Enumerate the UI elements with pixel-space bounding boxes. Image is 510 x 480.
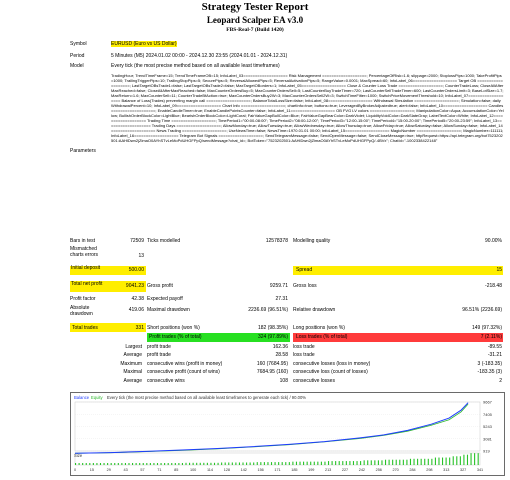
avg-wins-label: consecutive wins <box>147 378 185 384</box>
size-bar <box>89 463 90 465</box>
mismatched-value: 13 <box>138 253 144 259</box>
balance-chart-svg <box>71 393 504 475</box>
x-tick-label: 284 <box>409 468 416 472</box>
symbol-label: Symbol <box>70 41 87 47</box>
size-bar <box>399 460 400 465</box>
size-bar <box>168 463 169 465</box>
x-tick-label: 57 <box>140 468 145 472</box>
size-bar <box>232 462 233 465</box>
size-bar <box>207 463 208 465</box>
size-bar <box>111 463 112 465</box>
average-loss-value: -31.21 <box>487 352 502 358</box>
size-bar <box>342 461 343 465</box>
spread-value: 15 <box>496 267 502 273</box>
maximal-loss-value: -183.35 (3) <box>477 369 502 375</box>
size-bar <box>86 463 87 465</box>
maxdd-label: Maximal drawdown <box>147 307 190 313</box>
size-bar <box>178 463 179 465</box>
quality-value: 90.00% <box>485 238 502 244</box>
x-tick-label: 341 <box>476 468 484 472</box>
size-bar <box>264 462 265 465</box>
symbol-value: EURUSD (Euro vs US Dollar) <box>111 41 177 47</box>
bars-value: 72509 <box>130 238 144 244</box>
size-bar <box>385 460 386 465</box>
x-tick-label: 185 <box>291 468 298 472</box>
size-bar <box>260 462 261 465</box>
size-bar <box>175 463 176 465</box>
maximal-profit-value: 7684.95 (160) <box>256 369 288 375</box>
size-bar <box>406 460 407 465</box>
parameters-text: TradingHour; TrendTimeFrame=15; TrendTimeFrameOB=15; InfoLabel_03=================== Risk Management ===================; PercentageOfRisk=1.6; slippage=2000; StoplossPips=1000; TakeProfitPips=1000; TrailingTriggerPips=10; TrailingStopPips=5; SecurePips=5; ReversalAllowedPips=5; ReversalActivationPips=5; RangeValue=0.0001; MaxSpread=60; InfoLabel_06=================== Target OB ===================; LastTargetOBsTrade1=false; LastTargetOBsTrade2=false; MaxTargetOBorders=1; InfoLabel_05=================== Close & Counter Loss Trade ===================; CounterTradeLoss; CloseAllAfterMaxReached=false; CloseAllAfterMaxReached=false; MaxCounterOrdersBuy=5; MaxCounterOrdersSell=5; LastCounterBuyTradeTimer=720; LastCounterSellTradeTimer=600; LastCounterOrdersLimit=3; BaseLotSize=1.7; MaxReturn=1.6; MaxCounterSell=11; CounterTradeBfAction=true; MaxCounterOrdersBuy2W=3; MaxCounterOrdersSell2W=3; SwitchTimeFilter=1000; SwitchPriceMovementThreshold=10; InfoLabel_07=================== Balance of Loss(Trades) preventing margin call ===================; BalanceTotalLossSize=false; InfoLabel_08=================== Withdrawal Simulation ===================; Simulation=false; dailyWithdrawalPercent=10; InfoLabel_09=================== Chart Info ===================; chartInfo=true; buttons=true; LeveragedByBrokerAdjustedtrue; alert=false; InfoLabel_10=================== Candles ===================; EnableCandleTimer=true; EnableCandlePointsCounter=false; InfoLabel_11=================== OB FVG LV colors ===================; ManipulationColor=Aqua; AccumulationColor=Yellow; BullishOrderBlockColor=LightBlue; BearishOrderBlockColor=LightCoral; FairValueGapBullColor=Blue; FairValueGapBearColor=DarkViolet; LiquidityVoidColor=DarkSlateGray; LabelTextColor=White; InfoLabel_12=================== Trading Time ===================; TimePeriod1="00:00-08:00"; TimePeriod2="08:00-12:00"; TimePeriod3="12:00-15:00"; TimePeriod4="15:00-20:00"; TimePeriod5="20:00-23:59"; InfoLabel_13=================== Trading Days ===================; AllowMonday=true; AllowTuesday=true; AllowWednesday=true; AllowThursday=true; AllowFriday=true; AllowSaturday=false; AllowSunday=false; InfoLabel_14=================== News Trading ===================; UseNewsTime=false; NewsTime=1970.01.01 00:00; InfoLabel_15=================== MagicNumber ===================; MagicNumber=111111; InfoLabel_16=================== Telegram Bot Signals ===================; SendTelegramMessage=false; SendOpenMessage=false; SendCloseMessage=true; httpRequest=https://api.telegram.org/bot7523202501:AAHlDwn2jZimaO0AYhSTvLeMoPdUHGFPpQ/sendMessage?chat_id=; BotToken="7523202501:AAHlDwn2jZimaO0AYhSTvLeMoPdUHGFPpQ/-4BVx"; ChatId="-1002338422148" <box>111 73 504 143</box>
x-tick-label: 213 <box>324 468 332 472</box>
largest-label: Largest <box>125 344 142 350</box>
size-bar <box>449 458 450 465</box>
x-tick-label: 327 <box>459 468 467 472</box>
report-title: Strategy Tester Report <box>201 1 309 13</box>
size-bar <box>250 462 251 465</box>
size-bar <box>242 462 243 465</box>
model-label: Model <box>70 63 84 69</box>
x-tick-label: 0 <box>73 468 77 472</box>
size-bar <box>96 463 97 465</box>
size-bar <box>146 463 147 465</box>
size-bar <box>104 463 105 465</box>
grossloss-label: Gross loss <box>293 283 317 289</box>
balance-chart <box>70 392 505 476</box>
grossprofit-value: 9259.71 <box>269 283 288 289</box>
payoff-value: 27.31 <box>275 296 288 302</box>
size-bar <box>118 463 119 465</box>
size-bar <box>307 462 308 465</box>
maximal-loss-label: consecutive loss (count of losses) <box>293 369 368 375</box>
maxdd-value: 2236.69 (96.51%) <box>248 307 288 313</box>
size-bar <box>136 463 137 465</box>
pf-label: Profit factor <box>70 296 96 302</box>
size-bar <box>438 458 439 465</box>
period-label: Period <box>70 53 85 59</box>
size-bar <box>185 463 186 465</box>
legend-balance: Balance <box>74 395 90 400</box>
avg-wins-value: 108 <box>279 378 288 384</box>
size-bar <box>371 460 372 465</box>
size-bar <box>203 463 204 465</box>
absdd-value: 419.06 <box>128 307 144 313</box>
deposit-value: 500.00 <box>128 267 144 273</box>
max-losses-value: 3 (-183.35) <box>477 361 502 367</box>
size-bar <box>253 462 254 465</box>
y-tick-label: 919 <box>483 448 490 454</box>
maximum-label: Maximum <box>120 361 142 367</box>
size-bar <box>275 462 276 465</box>
grossloss-value: -218.48 <box>485 283 502 289</box>
x-tick-label: 29 <box>106 468 111 472</box>
size-bar <box>381 460 382 465</box>
server-build: FBS-Real-7 (Build 1420) <box>226 27 284 33</box>
size-bar <box>128 463 129 465</box>
x-tick-label: 227 <box>341 468 349 472</box>
size-bar <box>460 456 461 465</box>
ea-name: Leopard Scalper EA v3.0 <box>206 15 304 25</box>
size-bar <box>100 463 101 465</box>
x-tick-label: 171 <box>274 468 281 472</box>
y-tick-label: 5243 <box>483 424 492 429</box>
bars-label: Bars in test <box>70 238 96 244</box>
size-bar <box>278 462 279 465</box>
largest-loss-value: -89.55 <box>487 344 502 350</box>
size-bar <box>200 463 201 465</box>
size-bar <box>335 461 336 465</box>
size-bar <box>239 462 240 465</box>
x-tick-label: 256 <box>375 468 382 472</box>
size-bar <box>328 461 329 465</box>
size-bar <box>413 459 414 465</box>
size-bar <box>332 461 333 465</box>
x-tick-label: 100 <box>189 468 197 472</box>
size-bar <box>161 463 162 465</box>
ticks-value: 12578378 <box>265 238 288 244</box>
x-tick-label: 298 <box>426 468 433 472</box>
size-bar <box>442 458 443 465</box>
size-bar <box>121 463 122 465</box>
x-tick-label: 128 <box>223 468 231 472</box>
max-wins-value: 160 (7684.95) <box>256 361 288 367</box>
size-bar <box>410 459 411 465</box>
average-label: Average <box>123 352 142 358</box>
largest-profit-label: profit trade <box>147 344 171 350</box>
period-value: 5 Minutes (M5) 2024.01.02 00:00 - 2024.12.30 23:55 (2024.01.01 - 2024.12.31) <box>111 53 288 59</box>
size-bar <box>271 462 272 465</box>
size-bar <box>314 462 315 465</box>
avg-losses-value: 2 <box>499 378 502 384</box>
size-bar <box>218 463 219 465</box>
size-bar <box>246 462 247 465</box>
grossprofit-label: Gross profit <box>147 283 173 289</box>
size-bar <box>403 460 404 465</box>
size-bar <box>143 463 144 465</box>
trades-value: 331 <box>135 325 144 331</box>
size-bar <box>82 463 83 465</box>
largest-profit-value: 162.36 <box>272 344 288 350</box>
average-profit-label: profit trade <box>147 352 171 358</box>
x-tick-label: 270 <box>392 468 399 472</box>
spread-label: Spread <box>296 267 313 273</box>
x-tick-label: 85 <box>174 468 179 472</box>
max-losses-label: consecutive losses (loss in money) <box>293 361 371 367</box>
parameters-label: Parameters <box>70 148 96 154</box>
size-bar <box>214 463 215 465</box>
size-bar <box>225 462 226 465</box>
size-bar <box>478 453 479 465</box>
size-bar <box>285 462 286 465</box>
trades-label: Total trades <box>72 325 98 331</box>
size-bar <box>75 463 76 465</box>
short-label: Short positions (won %) <box>147 325 200 331</box>
size-bar <box>470 453 471 465</box>
size-bar <box>324 462 325 465</box>
size-bar <box>446 458 447 465</box>
legend-size: Size <box>74 453 83 458</box>
size-bar <box>364 460 365 465</box>
size-bar <box>157 463 158 465</box>
size-bar <box>421 459 422 465</box>
size-bar <box>392 460 393 465</box>
size-bar <box>299 462 300 465</box>
size-bar <box>435 458 436 465</box>
quality-label: Modelling quality <box>293 238 331 244</box>
ticks-label: Ticks modelled <box>147 238 181 244</box>
x-tick-label: 71 <box>157 468 162 472</box>
y-tick-label: 3081 <box>483 436 492 442</box>
size-bar <box>453 456 454 465</box>
series-line-balance <box>75 403 468 454</box>
legend-equity: Equity <box>91 395 103 400</box>
avg-cons-label: Average <box>123 378 142 384</box>
size-bar <box>132 463 133 465</box>
y-tick-label: 7405 <box>483 411 492 417</box>
size-bar <box>107 463 108 465</box>
loss-trades-value: 7 (2.11%) <box>480 334 502 340</box>
max-wins-label: consecutive wins (profit in money) <box>147 361 223 367</box>
size-bar <box>182 463 183 465</box>
size-bar <box>267 462 268 465</box>
absdd-label: Absolute drawdown <box>70 305 93 317</box>
netprofit-value: 9041.23 <box>125 283 144 289</box>
size-bar <box>456 456 457 465</box>
reldd-label: Relative drawdown <box>293 307 336 313</box>
x-tick-label: 242 <box>358 468 366 472</box>
avg-losses-label: consecutive losses <box>293 378 335 384</box>
size-bar <box>79 463 80 465</box>
size-bar <box>257 462 258 465</box>
size-bar <box>189 463 190 465</box>
size-bar <box>171 463 172 465</box>
size-bar <box>292 462 293 465</box>
size-bar <box>424 459 425 465</box>
profit-trades-value: 324 (97.89%) <box>257 334 288 340</box>
long-label: Long positions (won %) <box>293 325 345 331</box>
x-tick-label: 15 <box>89 468 94 472</box>
loss-trades-label: Loss trades (% of total) <box>296 334 348 340</box>
profit-trades-label: Profit trades (% of total) <box>149 334 202 340</box>
size-bar <box>310 462 311 465</box>
x-tick-label: 156 <box>257 468 264 472</box>
x-tick-label: 43 <box>123 468 128 472</box>
size-bar <box>353 461 354 465</box>
size-bar <box>431 459 432 465</box>
model-value: Every tick (the most precise method based on all available least timeframes) <box>111 63 280 69</box>
size-bar <box>317 462 318 465</box>
maximal-profit-label: consecutive profit (count of wins) <box>147 369 220 375</box>
size-bar <box>360 461 361 465</box>
size-bar <box>150 463 151 465</box>
size-bar <box>196 463 197 465</box>
size-bar <box>428 459 429 465</box>
x-tick-label: 142 <box>240 468 247 472</box>
mismatched-label: Mismatched charts errors <box>70 246 99 258</box>
short-value: 182 (98.35%) <box>257 325 288 331</box>
size-bar <box>153 463 154 465</box>
size-bar <box>282 462 283 465</box>
size-bar <box>378 460 379 465</box>
long-value: 149 (97.32%) <box>471 325 502 331</box>
payoff-label: Expected payoff <box>147 296 183 302</box>
size-bar <box>374 460 375 465</box>
reldd-value: 96.51% (2236.69) <box>462 307 502 313</box>
size-bar <box>289 462 290 465</box>
deposit-label: Initial deposit <box>71 265 101 271</box>
size-bar <box>321 462 322 465</box>
size-bar <box>367 460 368 465</box>
y-tick-label: 9667 <box>483 399 492 405</box>
size-bar <box>235 462 236 465</box>
size-bar <box>474 453 475 465</box>
pf-value: 42.38 <box>131 296 144 302</box>
x-tick-label: 313 <box>443 468 450 472</box>
size-bar <box>356 461 357 465</box>
size-bar <box>164 463 165 465</box>
size-bar <box>125 463 126 465</box>
size-bar <box>389 460 390 465</box>
average-loss-label: loss trade <box>293 352 315 358</box>
netprofit-label: Total net profit <box>71 281 103 287</box>
size-bar <box>346 461 347 465</box>
average-profit-value: 28.58 <box>275 352 288 358</box>
size-bar <box>339 461 340 465</box>
size-bar <box>93 463 94 465</box>
x-tick-label: 199 <box>308 468 315 472</box>
size-bar <box>296 462 297 465</box>
largest-loss-label: loss trade <box>293 344 315 350</box>
size-bar <box>114 463 115 465</box>
size-bar <box>349 461 350 465</box>
size-bar <box>417 459 418 465</box>
size-bar <box>303 462 304 465</box>
size-bar <box>221 462 222 465</box>
size-bar <box>228 462 229 465</box>
maximal-label: Maximal <box>123 369 142 375</box>
size-bar <box>396 460 397 465</box>
size-bar <box>139 463 140 465</box>
size-bar <box>210 463 211 465</box>
x-tick-label: 114 <box>206 468 214 472</box>
size-bar <box>467 455 468 465</box>
size-bar <box>193 463 194 465</box>
size-bar <box>463 455 464 465</box>
legend-note: Every tick (the most precise method based on all available least timeframes to generate each tick) / 90.00% <box>107 395 307 400</box>
